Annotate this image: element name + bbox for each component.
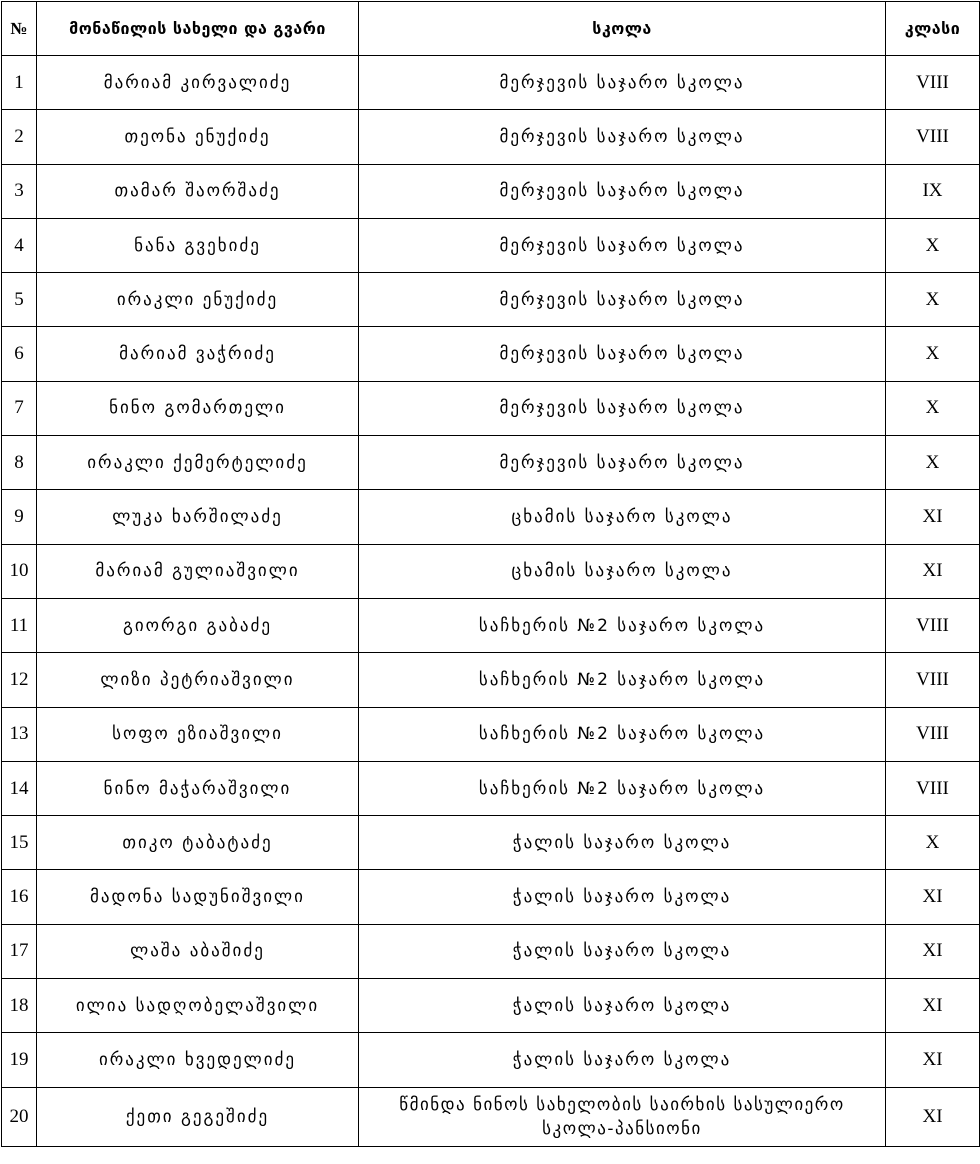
school-cell: მერჯევის საჯარო სკოლა xyxy=(359,218,886,272)
school-cell: მერჯევის საჯარო სკოლა xyxy=(359,56,886,110)
table-row xyxy=(2,653,980,707)
participant-name-cell: ილია სადღობელაშვილი xyxy=(37,979,359,1033)
table-row xyxy=(2,436,980,490)
participant-name-cell: მარიამ გულიაშვილი xyxy=(37,544,359,598)
class-cell: VIII xyxy=(886,110,980,164)
table-row xyxy=(2,327,980,381)
school-cell: ჭალის საჯარო სკოლა xyxy=(359,924,886,978)
table-row xyxy=(2,490,980,544)
class-cell: XI xyxy=(886,870,980,924)
participant-name-cell: ლიზი პეტრიაშვილი xyxy=(37,653,359,707)
table-row xyxy=(2,110,980,164)
table-row xyxy=(2,544,980,598)
school-cell: საჩხერის №2 საჯარო სკოლა xyxy=(359,707,886,761)
class-cell: X xyxy=(886,381,980,435)
header-school: სკოლა xyxy=(359,2,886,56)
row-number-cell: 10 xyxy=(2,544,37,598)
school-cell: საჩხერის №2 საჯარო სკოლა xyxy=(359,598,886,652)
school-cell: ჭალის საჯარო სკოლა xyxy=(359,979,886,1033)
class-cell: X xyxy=(886,218,980,272)
school-cell: მერჯევის საჯარო სკოლა xyxy=(359,436,886,490)
class-cell: X xyxy=(886,816,980,870)
row-number-cell: 4 xyxy=(2,218,37,272)
participant-name-cell: თამარ შაორშაძე xyxy=(37,164,359,218)
class-cell: XI xyxy=(886,490,980,544)
participant-name-cell: ქეთი გეგეშიძე xyxy=(37,1087,359,1146)
header-class: კლასი xyxy=(886,2,980,56)
class-cell: X xyxy=(886,436,980,490)
class-cell: XI xyxy=(886,979,980,1033)
table-row xyxy=(2,924,980,978)
table-row xyxy=(2,707,980,761)
school-cell: ჭალის საჯარო სკოლა xyxy=(359,816,886,870)
row-number-cell: 6 xyxy=(2,327,37,381)
row-number-cell: 7 xyxy=(2,381,37,435)
table-row xyxy=(2,1087,980,1146)
row-number-cell: 18 xyxy=(2,979,37,1033)
class-cell: XI xyxy=(886,1087,980,1146)
row-number-cell: 14 xyxy=(2,761,37,815)
school-cell: საჩხერის №2 საჯარო სკოლა xyxy=(359,653,886,707)
header-number: № xyxy=(2,2,37,56)
participant-name-cell: მარიამ კირვალიძე xyxy=(37,56,359,110)
row-number-cell: 9 xyxy=(2,490,37,544)
row-number-cell: 3 xyxy=(2,164,37,218)
row-number-cell: 11 xyxy=(2,598,37,652)
class-cell: VIII xyxy=(886,761,980,815)
participant-name-cell: გიორგი გაბაძე xyxy=(37,598,359,652)
table-row xyxy=(2,1033,980,1087)
participant-name-cell: თეონა ენუქიძე xyxy=(37,110,359,164)
row-number-cell: 16 xyxy=(2,870,37,924)
row-number-cell: 13 xyxy=(2,707,37,761)
class-cell: X xyxy=(886,273,980,327)
class-cell: XI xyxy=(886,1033,980,1087)
participant-name-cell: ლაშა აბაშიძე xyxy=(37,924,359,978)
class-cell: XI xyxy=(886,544,980,598)
school-cell: მერჯევის საჯარო სკოლა xyxy=(359,273,886,327)
participant-name-cell: მარიამ ვაჭრიძე xyxy=(37,327,359,381)
participant-name-cell: ირაკლი ენუქიძე xyxy=(37,273,359,327)
participant-name-cell: ლუკა ხარშილაძე xyxy=(37,490,359,544)
row-number-cell: 20 xyxy=(2,1087,37,1146)
class-cell: IX xyxy=(886,164,980,218)
school-cell: საჩხერის №2 საჯარო სკოლა xyxy=(359,761,886,815)
header-name: მონაწილის სახელი და გვარი xyxy=(37,2,359,56)
class-cell: VIII xyxy=(886,653,980,707)
table-body xyxy=(2,56,980,1147)
participant-name-cell: ირაკლი ხვედელიძე xyxy=(37,1033,359,1087)
table-row xyxy=(2,218,980,272)
participant-name-cell: ნანა გვეხიძე xyxy=(37,218,359,272)
table-header-row xyxy=(2,2,980,56)
row-number-cell: 8 xyxy=(2,436,37,490)
school-cell: ჭალის საჯარო სკოლა xyxy=(359,870,886,924)
row-number-cell: 17 xyxy=(2,924,37,978)
school-cell: ჭალის საჯარო სკოლა xyxy=(359,1033,886,1087)
participant-name-cell: ნინო მაჭარაშვილი xyxy=(37,761,359,815)
class-cell: XI xyxy=(886,924,980,978)
participant-name-cell: ირაკლი ქემერტელიძე xyxy=(37,436,359,490)
table-row xyxy=(2,870,980,924)
row-number-cell: 12 xyxy=(2,653,37,707)
participant-name-cell: სოფო ეზიაშვილი xyxy=(37,707,359,761)
row-number-cell: 5 xyxy=(2,273,37,327)
row-number-cell: 2 xyxy=(2,110,37,164)
class-cell: VIII xyxy=(886,598,980,652)
table-row xyxy=(2,164,980,218)
participant-name-cell: მადონა სადუნიშვილი xyxy=(37,870,359,924)
row-number-cell: 19 xyxy=(2,1033,37,1087)
participant-name-cell: თიკო ტაბატაძე xyxy=(37,816,359,870)
table-row xyxy=(2,273,980,327)
school-cell: მერჯევის საჯარო სკოლა xyxy=(359,327,886,381)
table-row xyxy=(2,761,980,815)
table-row xyxy=(2,816,980,870)
row-number-cell: 1 xyxy=(2,56,37,110)
school-cell: წმინდა ნინოს სახელობის საირხის სასულიერო სკოლა-პანსიონი xyxy=(359,1087,886,1146)
school-cell: ცხამის საჯარო სკოლა xyxy=(359,544,886,598)
school-cell: მერჯევის საჯარო სკოლა xyxy=(359,164,886,218)
row-number-cell: 15 xyxy=(2,816,37,870)
table-row xyxy=(2,56,980,110)
table-row xyxy=(2,979,980,1033)
participant-name-cell: ნინო გომართელი xyxy=(37,381,359,435)
table-row xyxy=(2,381,980,435)
class-cell: X xyxy=(886,327,980,381)
participants-table xyxy=(1,1,980,1147)
table-row xyxy=(2,598,980,652)
school-cell: მერჯევის საჯარო სკოლა xyxy=(359,110,886,164)
school-cell: ცხამის საჯარო სკოლა xyxy=(359,490,886,544)
class-cell: VIII xyxy=(886,707,980,761)
school-cell: მერჯევის საჯარო სკოლა xyxy=(359,381,886,435)
class-cell: VIII xyxy=(886,56,980,110)
